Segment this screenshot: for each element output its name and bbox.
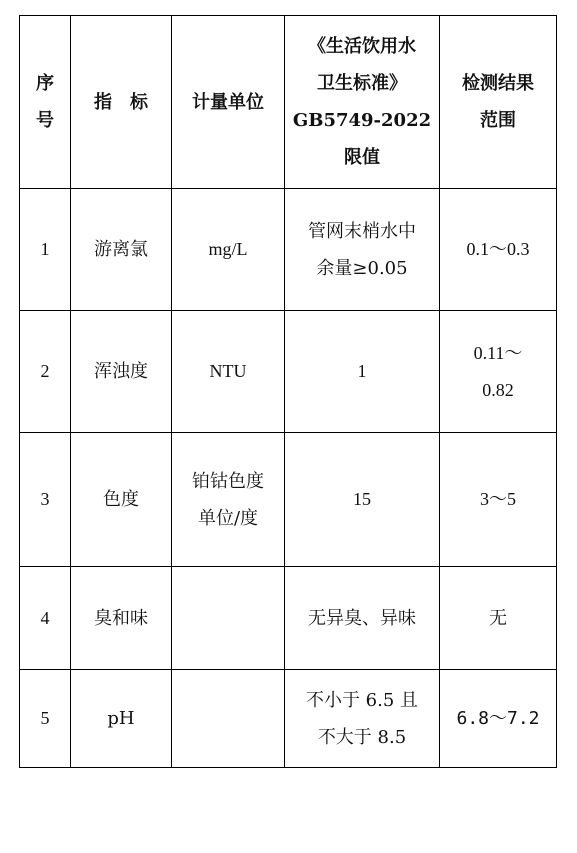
water-quality-table (19, 15, 557, 768)
cell-seq: 3 (20, 433, 71, 567)
cell-seq: 2 (20, 311, 71, 433)
header-limit-line2: 卫生标准》 (317, 73, 407, 94)
header-result-line2: 范围 (480, 110, 516, 131)
table-row (20, 189, 557, 311)
cell-indicator: 浑浊度 (71, 311, 172, 433)
cell-result-line1: 3～5 (480, 489, 516, 509)
cell-result (440, 670, 557, 768)
cell-limit-line1: 无异臭、异味 (308, 607, 416, 629)
table-row (20, 567, 557, 670)
cell-limit (285, 670, 440, 768)
header-result-line1: 检测结果 (462, 73, 534, 94)
cell-result (440, 311, 557, 433)
header-limit-line4: 限值 (344, 147, 380, 168)
cell-result (440, 567, 557, 670)
cell-result-line1: 无 (489, 607, 507, 629)
cell-indicator: 臭和味 (71, 567, 172, 670)
cell-indicator: 色度 (71, 433, 172, 567)
cell-unit-line1: mg/L (208, 239, 248, 259)
cell-limit-line2: 不大于 8.5 (317, 726, 407, 748)
table-row (20, 670, 557, 768)
cell-unit (172, 189, 285, 311)
header-indicator (71, 16, 172, 189)
cell-indicator: 游离氯 (71, 189, 172, 311)
cell-limit (285, 189, 440, 311)
cell-unit (172, 567, 285, 670)
cell-unit-line1: NTU (209, 361, 247, 381)
header-unit-label: 计量单位 (192, 91, 264, 113)
cell-result-line1: 0.11～ (473, 342, 523, 363)
header-result-range (440, 16, 557, 189)
header-limit-line3: GB5749-2022 (292, 110, 432, 131)
cell-limit-line2: 余量≥0.05 (316, 257, 408, 279)
header-standard-limit (285, 16, 440, 189)
header-row (20, 16, 557, 189)
cell-limit-line1: 1 (357, 361, 367, 381)
cell-result-line1: 6.8～7.2 (456, 708, 540, 729)
cell-seq: 5 (20, 670, 71, 768)
cell-limit-line1: 不小于 6.5 且 (305, 689, 419, 711)
cell-unit-line1: 铂钴色度 (192, 470, 264, 492)
cell-unit (172, 311, 285, 433)
table-row (20, 433, 557, 567)
cell-indicator: pH (71, 670, 172, 768)
cell-limit-line1: 管网末梢水中 (308, 220, 416, 242)
table-row (20, 311, 557, 433)
cell-limit-line1: 15 (353, 489, 371, 509)
cell-seq: 4 (20, 567, 71, 670)
cell-limit (285, 433, 440, 567)
header-limit-line1: 《生活饮用水 (308, 36, 416, 57)
cell-result (440, 189, 557, 311)
cell-unit-line2: 单位/度 (197, 507, 259, 529)
cell-unit (172, 433, 285, 567)
cell-result (440, 433, 557, 567)
cell-result-line2: 0.82 (482, 379, 514, 400)
cell-limit (285, 311, 440, 433)
header-seq-label: 序号 (36, 73, 54, 131)
cell-limit (285, 567, 440, 670)
header-seq (20, 16, 71, 189)
header-unit (172, 16, 285, 189)
cell-result-line1: 0.1～0.3 (466, 239, 530, 259)
cell-seq: 1 (20, 189, 71, 311)
header-indicator-label: 指 标 (94, 91, 148, 113)
cell-unit (172, 670, 285, 768)
